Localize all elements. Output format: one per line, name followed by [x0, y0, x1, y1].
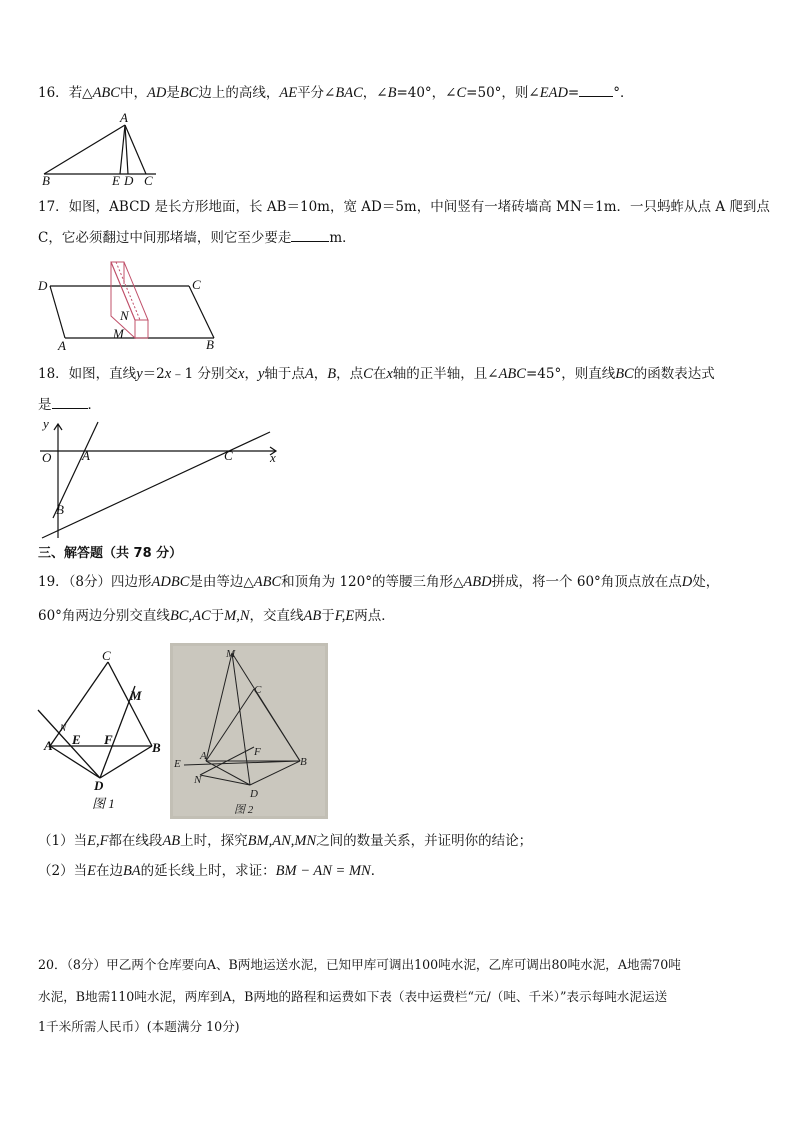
label-m: M [130, 688, 142, 703]
label-a: A [200, 750, 207, 762]
label-n: N [120, 308, 129, 323]
q18-line1: 18．如图，直线y＝2x﹣1 分别交x，y轴于点A，B，点C在x轴的正半轴，且∠ABC=45°，则直线BC的函数表达式 [38, 366, 715, 382]
label-d: D [94, 778, 104, 793]
q17-line2: C，它必须翻过中间那堵墙，则它至少要走 m． [38, 230, 356, 246]
q19-part2: （2）当E在边BA的延长线上时，求证：BM − AN = MN． [38, 863, 385, 879]
answer-blank [52, 396, 88, 409]
q16-text: 16．若△ABC中，AD是BC边上的高线，AE平分∠BAC，∠B=40°，∠C=50°，则∠EAD= °． [38, 85, 634, 101]
label-c: C [254, 684, 262, 696]
label-b: B [42, 173, 50, 188]
q19-figure-2-photo [170, 643, 328, 819]
label-y: y [43, 416, 49, 431]
label-d: D [38, 278, 48, 293]
label-o: O [42, 450, 52, 465]
q18-figure [36, 414, 286, 542]
label-d: D [124, 173, 134, 188]
q20-line2: 水泥，B地需110吨水泥，两库到A，B两地的路程和运费如下表（表中运费栏“元/（吨、千米）”表示每吨水泥运送 [38, 989, 668, 1004]
q16-figure [36, 108, 166, 188]
label-a: A [120, 110, 128, 125]
label-e: E [72, 732, 81, 747]
q20-line3: 1千米所需人民币）(本题满分 10分) [38, 1019, 240, 1034]
label-f: F [104, 732, 113, 747]
figure-1-caption: 图 1 [92, 796, 115, 811]
label-b: B [206, 337, 214, 352]
label-a: A [44, 738, 53, 753]
label-a: A [58, 338, 66, 352]
label-a: A [82, 448, 90, 463]
label-n: N [60, 723, 67, 733]
label-d: D [250, 788, 258, 800]
q17-figure [36, 256, 222, 352]
q19-figure-1 [34, 648, 169, 820]
q19-part1: （1）当E,F都在线段AB上时，探究BM,AN,MN之间的数量关系，并证明你的结论； [38, 833, 533, 849]
q20-line1: 20．（8分）甲乙两个仓库要向A、B两地运送水泥，已知甲库可调出100吨水泥，乙库可调出80吨水泥，A地需70吨 [38, 957, 681, 972]
q17-line1: 17．如图，ABCD 是长方形地面，长 AB＝10m，宽 AD＝5m，中间竖有一堵砖墙高 MN＝1m．一只蚂蚱从点 A 爬到点 [38, 199, 770, 215]
label-c: C [192, 277, 201, 292]
answer-blank [291, 229, 329, 242]
answer-blank [579, 84, 613, 97]
label-b: B [56, 502, 64, 517]
label-f: F [254, 746, 261, 758]
label-e: E [174, 758, 181, 770]
q19-line1: 19．（8分）四边形ADBC是由等边△ABC和顶角为 120°的等腰三角形△ABD拼成，将一个 60°角顶点放在点D处， [38, 574, 720, 590]
label-b: B [152, 740, 161, 755]
label-m: M [226, 648, 236, 660]
label-c: C [144, 173, 153, 188]
label-b: B [300, 756, 307, 768]
label-c: C [224, 448, 233, 463]
label-n: N [194, 774, 202, 786]
q18-line2: 是 ． [38, 397, 101, 413]
q19-line2: 60°角两边分别交直线BC,AC于M,N，交直线AB于F,E两点． [38, 608, 395, 624]
label-e: E [112, 173, 120, 188]
label-x: x [270, 450, 276, 465]
label-m: M [113, 326, 124, 341]
section-heading: 三、解答题（共 78 分） [38, 546, 183, 561]
figure-2-caption: 图 2 [234, 804, 254, 816]
label-c: C [102, 648, 111, 663]
